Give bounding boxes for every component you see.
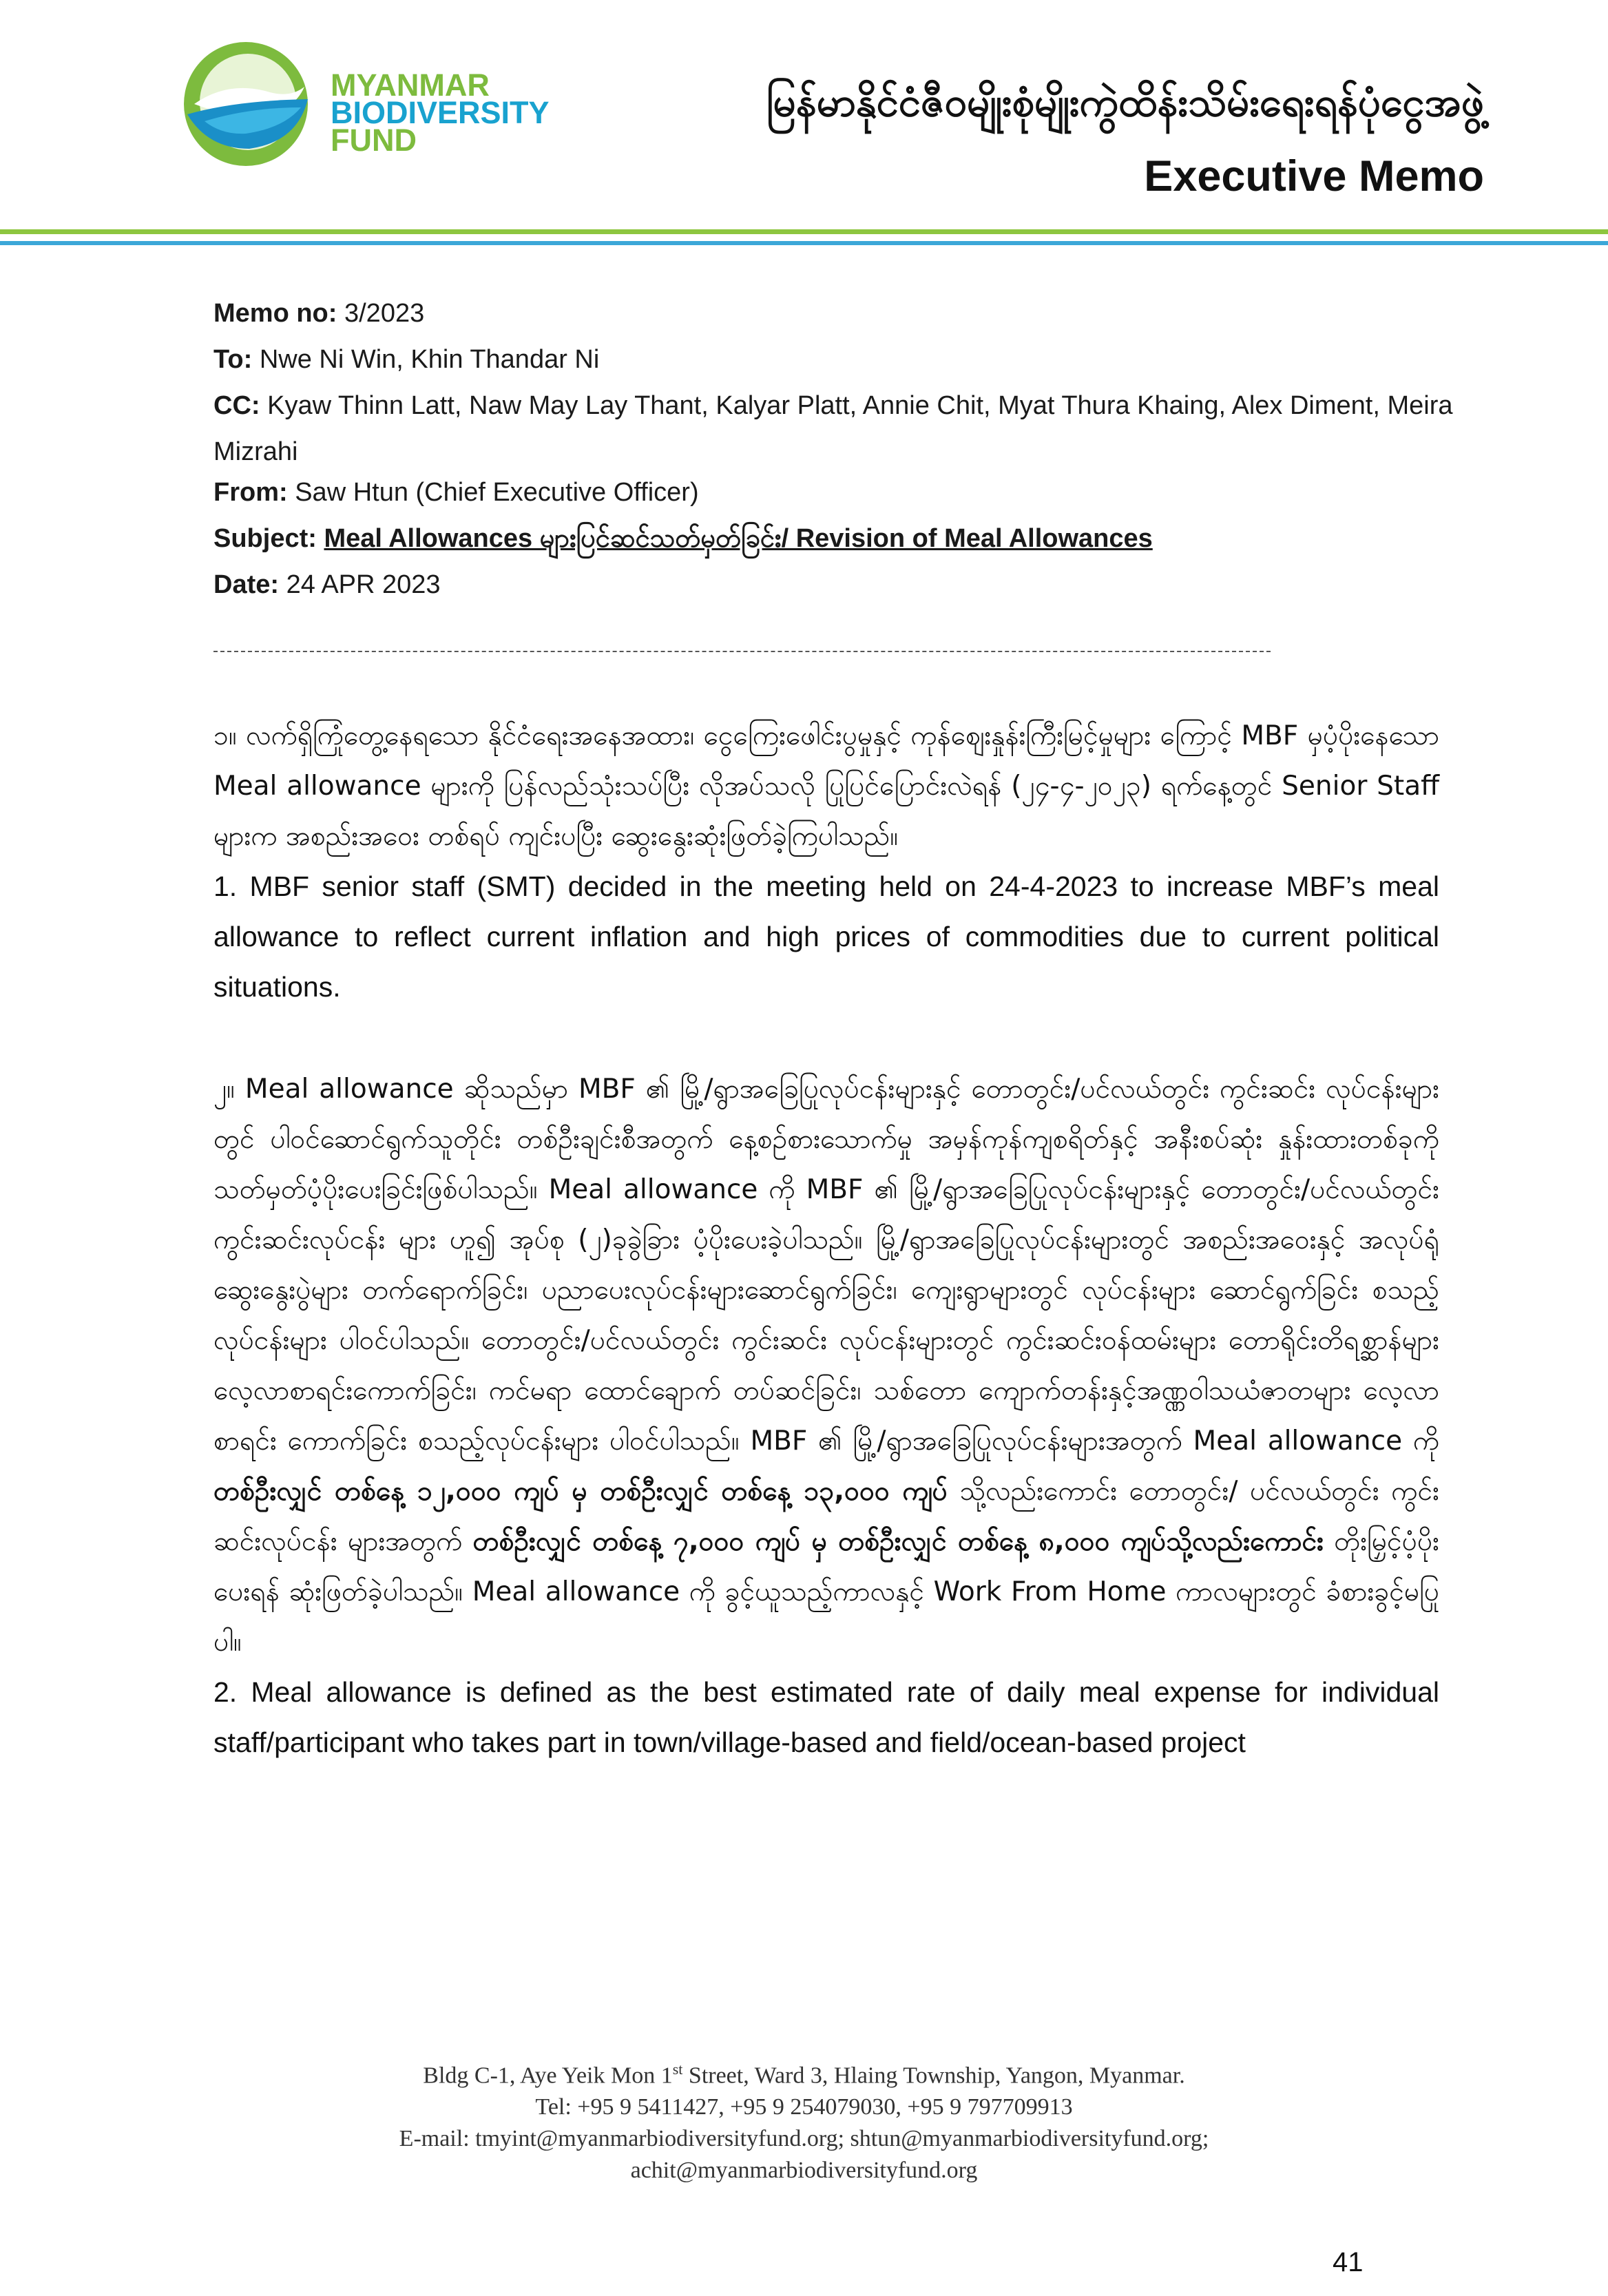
header-divider-green bbox=[0, 229, 1608, 234]
memo-meta bbox=[213, 296, 1453, 614]
p2-rate-town: တစ်ဦးလျှင် တစ်နေ့ ၁၂,၀၀၀ ကျပ် မှ တစ်ဦးလျှင် တစ်နေ့ ၁၃,၀၀၀ ကျပ် bbox=[213, 1476, 948, 1507]
organization-logo bbox=[167, 39, 587, 169]
p2-rate-field: တစ်ဦးလျှင် တစ်နေ့ ၇,၀၀၀ ကျပ် မှ တစ်ဦးလျှင် တစ်နေ့ ၈,၀၀၀ ကျပ်သို့လည်းကောင်း bbox=[472, 1526, 1324, 1557]
date-value: 24 APR 2023 bbox=[279, 570, 441, 599]
document-type-title: Executive Memo bbox=[1144, 152, 1484, 200]
to-row bbox=[213, 342, 1453, 388]
memo-body bbox=[213, 711, 1439, 1768]
cc-value: Kyaw Thinn Latt, Naw May Lay Thant, Kalyar Platt, Annie Chit, Myat Thura Khaing, Alex Diment, Meira Mizrahi bbox=[213, 391, 1453, 466]
footer-phone: Tel: +95 9 5411427, +95 9 254079030, +95 9 797709913 bbox=[535, 2094, 1073, 2120]
memo-number-label: Memo no: bbox=[213, 299, 337, 328]
logo-emblem-icon bbox=[167, 39, 325, 169]
date-row bbox=[213, 567, 1453, 614]
logo-wordmark bbox=[331, 67, 550, 158]
paragraph-1-english: 1. MBF senior staff (SMT) decided in the meeting held on 24-4-2023 to increase MBF’s meal allowance to reflect current inflation and high prices of commodities due to current political situations. bbox=[213, 870, 1439, 1003]
cc-label: CC: bbox=[213, 391, 260, 420]
subject-label: Subject: bbox=[213, 524, 317, 553]
paragraph-2-myanmar bbox=[213, 1064, 1439, 1667]
meta-separator bbox=[213, 651, 1271, 652]
p2-text-a: ၂။ Meal allowance ဆိုသည်မှာ MBF ၏ မြို့/ရွာအခြေပြုလုပ်ငန်းများနှင့် တောတွင်း/ပင်လယ်တွင်း ကွင်းဆင်း လုပ်ငန်းများတွင် ပါဝင်ဆောင်ရွက်သူတိုင်း တစ်ဦးချင်းစီအတွက် နေ့စဉ်စားသောက်မှု အမှန်ကုန်ကျစရိတ်နှင့် အနီးစပ်ဆုံး နှုန်းထားတစ်ခုကို သတ်မှတ်ပံ့ပိုးပေးခြင်းဖြစ်ပါသည်။ Meal allowance ကို MBF ၏ မြို့/ရွာအခြေပြုလုပ်ငန်းများနှင့် တောတွင်း/ပင်လယ်တွင်း ကွင်းဆင်းလုပ်ငန်း များ ဟူ၍ အုပ်စု (၂)ခုခွဲခြား ပံ့ပိုးပေးခဲ့ပါသည်။ မြို့/ရွာအခြေပြုလုပ်ငန်းများတွင် အစည်းအဝေးနှင့် အလုပ်ရုံဆွေးနွေးပွဲများ တက်ရောက်ခြင်း၊ ပညာပေးလုပ်ငန်းများဆောင်ရွက်ခြင်း၊ ကျေးရွာများတွင် လုပ်ငန်းများ ဆောင်ရွက်ခြင်း စသည့်လုပ်ငန်းများ ပါဝင်ပါသည်။ တောတွင်း/ပင်လယ်တွင်း ကွင်းဆင်း လုပ်ငန်းများတွင် ကွင်းဆင်းဝန်ထမ်းများ တောရိုင်းတိရစ္ဆာန်များ လေ့လာစာရင်းကောက်ခြင်း၊ ကင်မရာ ထောင်ချောက် တပ်ဆင်ခြင်း၊ သစ်တော ကျောက်တန်းနှင့်အဏ္ဏဝါသယံဇာတများ လေ့လာစာရင်း ကောက်ခြင်း စသည့်လုပ်ငန်းများ ပါဝင်ပါသည်။ MBF ၏ မြို့/ရွာအခြေပြုလုပ်ငန်းများအတွက် Meal allowance ကို bbox=[213, 1074, 1439, 1457]
logo-line-3: FUND bbox=[331, 123, 417, 158]
p2-text-b: သို့လည်းကောင်း တောတွင်း/ ပင်လယ်တွင်း ကွင်းဆင်းလုပ်ငန်း များအတွက် bbox=[213, 1476, 1440, 1557]
footer-address: Bldg C-1, Aye Yeik Mon 1st Street, Ward 3, Hlaing Township, Yangon, Myanmar. bbox=[423, 2060, 1185, 2089]
date-label: Date: bbox=[213, 570, 280, 599]
from-row bbox=[213, 475, 1453, 521]
footer-email-1: E-mail: tmyint@myanmarbiodiversityfund.org; shtun@myanmarbiodiversityfund.org; bbox=[399, 2126, 1209, 2152]
to-label: To: bbox=[213, 345, 253, 374]
memo-number-row bbox=[213, 296, 1453, 342]
cc-row bbox=[213, 383, 1453, 475]
footer-email-2: achit@myanmarbiodiversityfund.org bbox=[630, 2158, 978, 2184]
from-label: From: bbox=[213, 478, 288, 507]
header-divider-blue bbox=[0, 241, 1608, 245]
to-value: Nwe Ni Win, Khin Thandar Ni bbox=[252, 345, 600, 374]
logo-line-2: BIODIVERSITY bbox=[331, 95, 550, 130]
p2-text-c: တိုးမြှင့်ပံ့ပိုးပေးရန် ဆုံးဖြတ်ခဲ့ပါသည်။ Meal allowance ကို ခွင့်ယူသည့်ကာလနှင့် Work From Home ကာလများတွင် ခံစားခွင့်မပြုပါ။ bbox=[213, 1526, 1440, 1658]
paragraph-2-english: 2. Meal allowance is defined as the best estimated rate of daily meal expense for individual staff/participant who takes part in town/village-based and field/ocean-based project bbox=[213, 1676, 1439, 1758]
paragraph-1-myanmar: ၁။ လက်ရှိကြုံတွေ့နေရသော နိုင်ငံရေးအနေအထား၊ ငွေကြေးဖေါင်းပွမှုနှင့် ကုန်ဈေးနှုန်းကြီးမြင့်မှုများ ကြောင့် MBF မှပံ့ပိုးနေသော Meal allowance များကို ပြန်လည်သုံးသပ်ပြီး လိုအပ်သလို ပြုပြင်ပြောင်းလဲရန် (၂၄-၄-၂၀၂၃) ရက်နေ့တွင် Senior Staff များက အစည်းအဝေး တစ်ရပ် ကျင်းပပြီး ဆွေးနွေးဆုံးဖြတ်ခဲ့ကြပါသည်။ bbox=[213, 720, 1439, 852]
organization-title-myanmar: မြန်မာနိုင်ငံဇီဝမျိုးစုံမျိုးကွဲထိန်းသိမ်းရေးရန်ပုံငွေအဖွဲ့ bbox=[766, 79, 1484, 125]
page-footer bbox=[0, 2054, 1608, 2187]
subject-row bbox=[213, 521, 1453, 567]
from-value: Saw Htun (Chief Executive Officer) bbox=[287, 478, 699, 507]
memo-number-value: 3/2023 bbox=[337, 299, 425, 328]
page-number: 41 bbox=[1333, 2247, 1364, 2277]
logo-line-1: MYANMAR bbox=[331, 67, 490, 103]
subject-value: Meal Allowances များပြင်ဆင်သတ်မှတ်ခြင်း/ Revision of Meal Allowances bbox=[324, 524, 1153, 553]
